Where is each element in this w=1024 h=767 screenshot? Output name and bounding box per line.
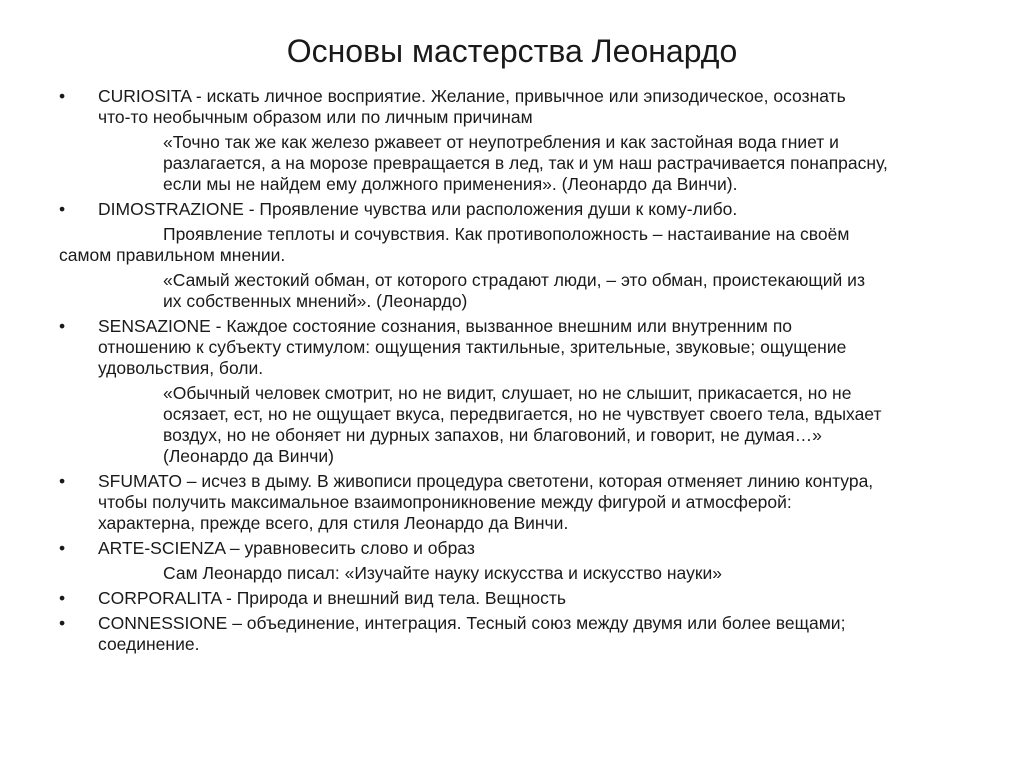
slide-title: Основы мастерства Леонардо [286,33,738,69]
bullet-corporalita [59,588,979,609]
quote-sensazione: «Обычный человек смотрит, но не видит, слушает, но не слышит, прикасается, но не осязает, ест, но не ощущает вкуса, передвигается, но не чувствует своего тела, вдыхает воздух, но не обоняет ни дурных запахов, ни благовоний, и говорит, не думая…» (Леонардо да Винчи) [163,383,882,466]
bullet-marker: • [59,588,66,608]
bullet-connessione [59,613,979,655]
bullet-marker: • [59,613,66,633]
bullet-text: SENSAZIONE - Каждое состояние сознания, вызванное внешним или внутренним по отношению к субъекту стимулом: ощущения тактильные, зрительные, звуковые; ощущение удовольствия, боли. [98,316,847,378]
bullet-text: CURIOSITA - искать личное восприятие. Желание, привычное или эпизодическое, осознать что-то необычным образом или по личным причинам [98,86,846,127]
bullet-text: DIMOSTRAZIONE - Проявление чувства или расположения души к кому-либо. [98,199,738,219]
bullet-marker: • [59,86,66,106]
bullet-arte-scienza [59,538,979,559]
note-dimostrazione: Проявление теплоты и сочувствия. Как противоположность – настаивание на своём самом правильном мнении. [59,224,850,265]
bullet-marker: • [59,199,66,219]
quote-arte-scienza: Сам Леонардо писал: «Изучайте науку искусства и искусство науки» [163,563,722,583]
bullet-text: CORPORALITA - Природа и внешний вид тела. Вещность [98,588,567,608]
bullet-text: CONNESSIONE – объединение, интеграция. Тесный союз между двумя или более вещами; соединение. [98,613,846,654]
bullet-curiosita [59,86,979,128]
bullet-dimostrazione [59,199,979,220]
bullet-text: SFUMATO – исчез в дыму. В живописи процедура светотени, которая отменяет линию контура, чтобы получить максимальное взаимопроникновение между фигурой и атмосферой: характерна, прежде всего, для стиля Леонардо да Винчи. [98,471,874,533]
bullet-marker: • [59,538,66,558]
bullet-sfumato [59,471,979,534]
quote-curiosita: «Точно так же как железо ржавеет от неупотребления и как застойная вода гниет и разлагается, а на морозе превращается в лед, так и ум наш растрачивается понапрасну, если мы не найдем ему должного применения». (Леонардо да Винчи). [163,132,888,194]
bullet-sensazione [59,316,979,379]
bullet-marker: • [59,316,66,336]
bullet-text: ARTE-SCIENZA – уравновесить слово и образ [98,538,475,558]
slide-content [59,86,979,655]
quote-dimostrazione: «Самый жестокий обман, от которого страдают люди, – это обман, проистекающий из их собственных мнений». (Леонардо) [163,270,865,311]
bullet-marker: • [59,471,66,491]
